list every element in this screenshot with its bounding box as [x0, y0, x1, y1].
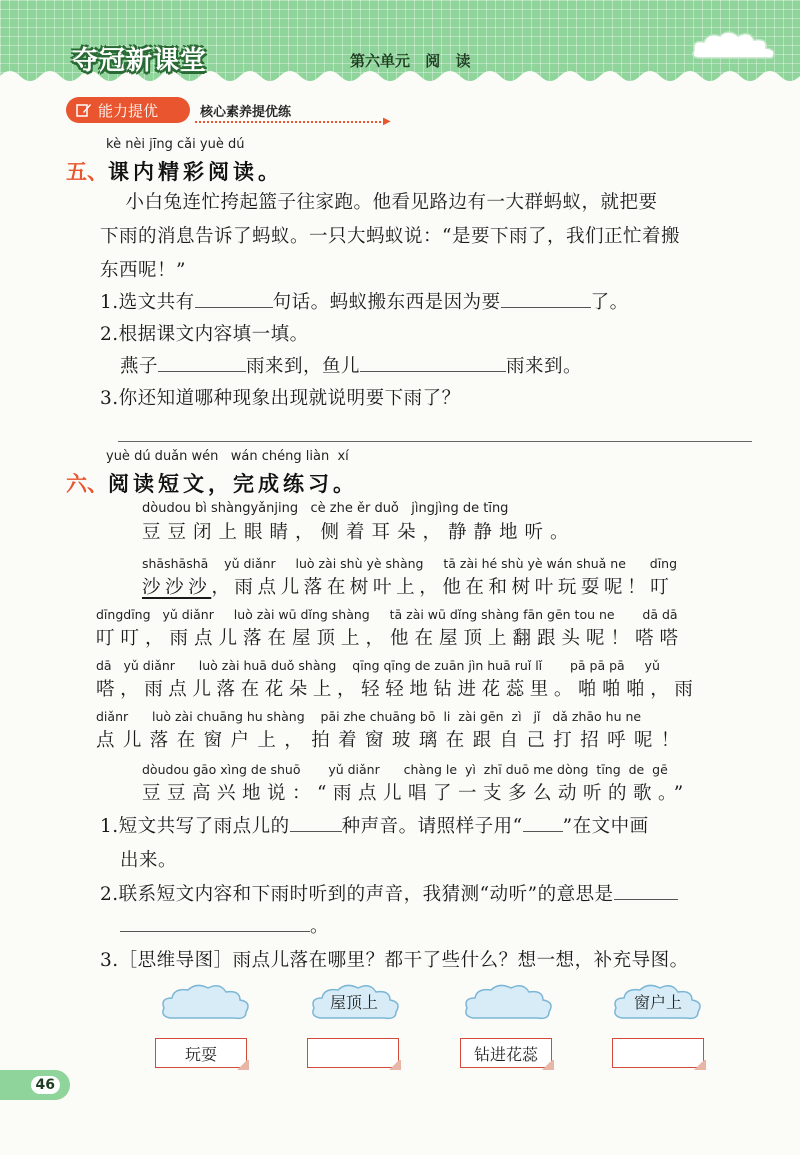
s6q2-answer-blank-1[interactable]: [614, 881, 678, 900]
mindmap-action-3-label: 钻进花蕊: [473, 1044, 538, 1064]
section5-question-3: 3.你还知道哪种现象出现就说明要下雨了？: [100, 388, 461, 409]
story-line-6: 豆豆高兴地说：“雨点儿唱了一支多么动听的歌。”: [142, 783, 690, 804]
section6-title-text: 阅读短文，完成练习。: [108, 472, 358, 496]
story-line-2: 沙沙沙，雨点儿落在树叶上，他在和树叶玩耍呢！叮: [142, 577, 674, 598]
section6-number: 六、: [66, 472, 108, 496]
section6-question-1: [100, 812, 649, 842]
section5-question-1: [100, 288, 629, 318]
story-pinyin-6: dòudou gāo xìng de shuō yǔ diǎnr chàng le yì zhī duō me dòng tīng de gē: [142, 762, 668, 777]
section5-title-text: 课内精彩阅读。: [108, 160, 283, 184]
q1-answer-blank-1[interactable]: [195, 289, 273, 308]
unit-title: 第六单元 阅 读: [350, 52, 471, 70]
story-line-2-underlined: 沙沙沙: [142, 577, 212, 598]
mindmap-action-3: [460, 1038, 552, 1068]
q1-answer-blank-2[interactable]: [501, 289, 591, 308]
mindmap-cloud-1[interactable]: [160, 982, 252, 1022]
section5-pinyin: kè nèi jīng cǎi yuè dú: [106, 137, 245, 152]
section5-passage-line-3: 东西呢！”: [100, 260, 186, 281]
q1-text-a: 1.选文共有: [100, 292, 195, 313]
section6-pinyin: yuè dú duǎn wén wán chéng liàn xí: [106, 449, 349, 464]
s6q1-text-c: ”在文中画: [562, 816, 649, 837]
s6q1-answer-blank[interactable]: [290, 813, 342, 832]
section6-question-3: 3.［思维导图］雨点儿落在哪里？都干了些什么？想一想，补充导图。: [100, 950, 689, 971]
story-pinyin-3: dīngdīng yǔ diǎnr luò zài wū dǐng shàng tā zài wū dǐng shàng fān gēn tou ne dā dā: [96, 607, 678, 622]
mindmap-action-4[interactable]: [612, 1038, 704, 1068]
s6q2-text: 2.联系短文内容和下雨时听到的声音，我猜测“动听”的意思是: [100, 884, 614, 905]
section5-passage-line-1: 小白兔连忙挎起篮子往家跑。他看见路边有一大群蚂蚁，就把要: [100, 192, 658, 213]
page-number: [0, 1070, 70, 1100]
section6-question-2: [100, 880, 678, 910]
s6q1-text-a: 1.短文共写了雨点儿的: [100, 816, 290, 837]
page-number-value: 46: [31, 1076, 60, 1094]
arrow-right-icon: ▶: [383, 116, 391, 127]
story-line-1: 豆豆闭上眼睛，侧着耳朵，静静地听。: [142, 522, 576, 543]
story-line-5: 点儿落在窗户上，拍着窗玻璃在跟自己打招呼呢！: [96, 730, 688, 751]
q1-text-c: 了。: [590, 292, 629, 313]
q2-text-b: 雨来到，鱼儿: [246, 356, 361, 377]
badge-label: 能力提优: [98, 101, 159, 120]
story-pinyin-2: shāshāshā yǔ diǎnr luò zài shù yè shàng tā zài hé shù yè wán shuǎ ne dīng: [142, 556, 678, 571]
story-line-4: 嗒，雨点儿落在花朵上，轻轻地钻进花蕊里。啪啪啪，雨: [96, 679, 699, 700]
s6q2-answer-blank-2[interactable]: [120, 913, 310, 932]
mindmap-cloud-3[interactable]: [463, 982, 555, 1022]
s6q1-underline-sample: [523, 813, 563, 832]
mindmap-action-1-label: 玩耍: [184, 1044, 217, 1064]
pencil-icon: [76, 102, 92, 118]
mindmap-action-1: [155, 1038, 247, 1068]
mindmap-place-4: 窗户上: [634, 993, 683, 1012]
section5-question-2: 2.根据课文内容填一填。: [100, 324, 309, 345]
mindmap-place-2: 屋顶上: [330, 993, 379, 1012]
section6-question-1-cont: 出来。: [120, 850, 178, 871]
q1-text-b: 句话。蚂蚁搬东西是因为要: [272, 292, 501, 313]
section5-question-2-fill: [120, 352, 582, 382]
ability-badge: [66, 97, 190, 123]
story-pinyin-5: diǎnr luò zài chuāng hu shàng pāi zhe chuāng bō li zài gēn zì jǐ dǎ zhāo hu ne: [96, 709, 642, 724]
section5-number: 五、: [66, 160, 108, 184]
story-line-3: 叮叮，雨点儿落在屋顶上，他在屋顶上翻跟头呢！嗒嗒: [96, 628, 685, 649]
q2-answer-blank-1[interactable]: [158, 353, 246, 372]
section6-question-2-cont: [120, 912, 329, 942]
section6-title: [66, 468, 358, 498]
cloud-icon: [690, 28, 780, 64]
story-pinyin-4: dā yǔ diǎnr luò zài huā duǒ shàng qīng qīng de zuān jìn huā ruǐ lǐ pā pā pā yǔ: [96, 658, 660, 673]
mindmap-action-2[interactable]: [307, 1038, 399, 1068]
story-pinyin-1: dòudou bì shàngyǎnjing cè zhe ěr duǒ jìngjìng de tīng: [142, 501, 509, 516]
section5-passage-line-2: 下雨的消息告诉了蚂蚁。一只大蚂蚁说：“是要下雨了，我们正忙着搬: [100, 226, 680, 247]
section5-title: [66, 156, 283, 186]
dotted-divider: [195, 121, 385, 123]
page-header: [0, 0, 800, 88]
q3-answer-line[interactable]: [118, 441, 752, 442]
q2-text-c: 雨来到。: [506, 356, 583, 377]
s6q1-text-b: 种声音。请照样子用“: [341, 816, 523, 837]
brand-logo: 夺冠新课堂: [72, 46, 208, 76]
badge-subtitle: 核心素养提优练: [200, 105, 292, 120]
q2-text-a: 燕子: [120, 356, 159, 377]
s6q2-end: 。: [310, 916, 330, 937]
q2-answer-blank-2[interactable]: [360, 353, 506, 372]
